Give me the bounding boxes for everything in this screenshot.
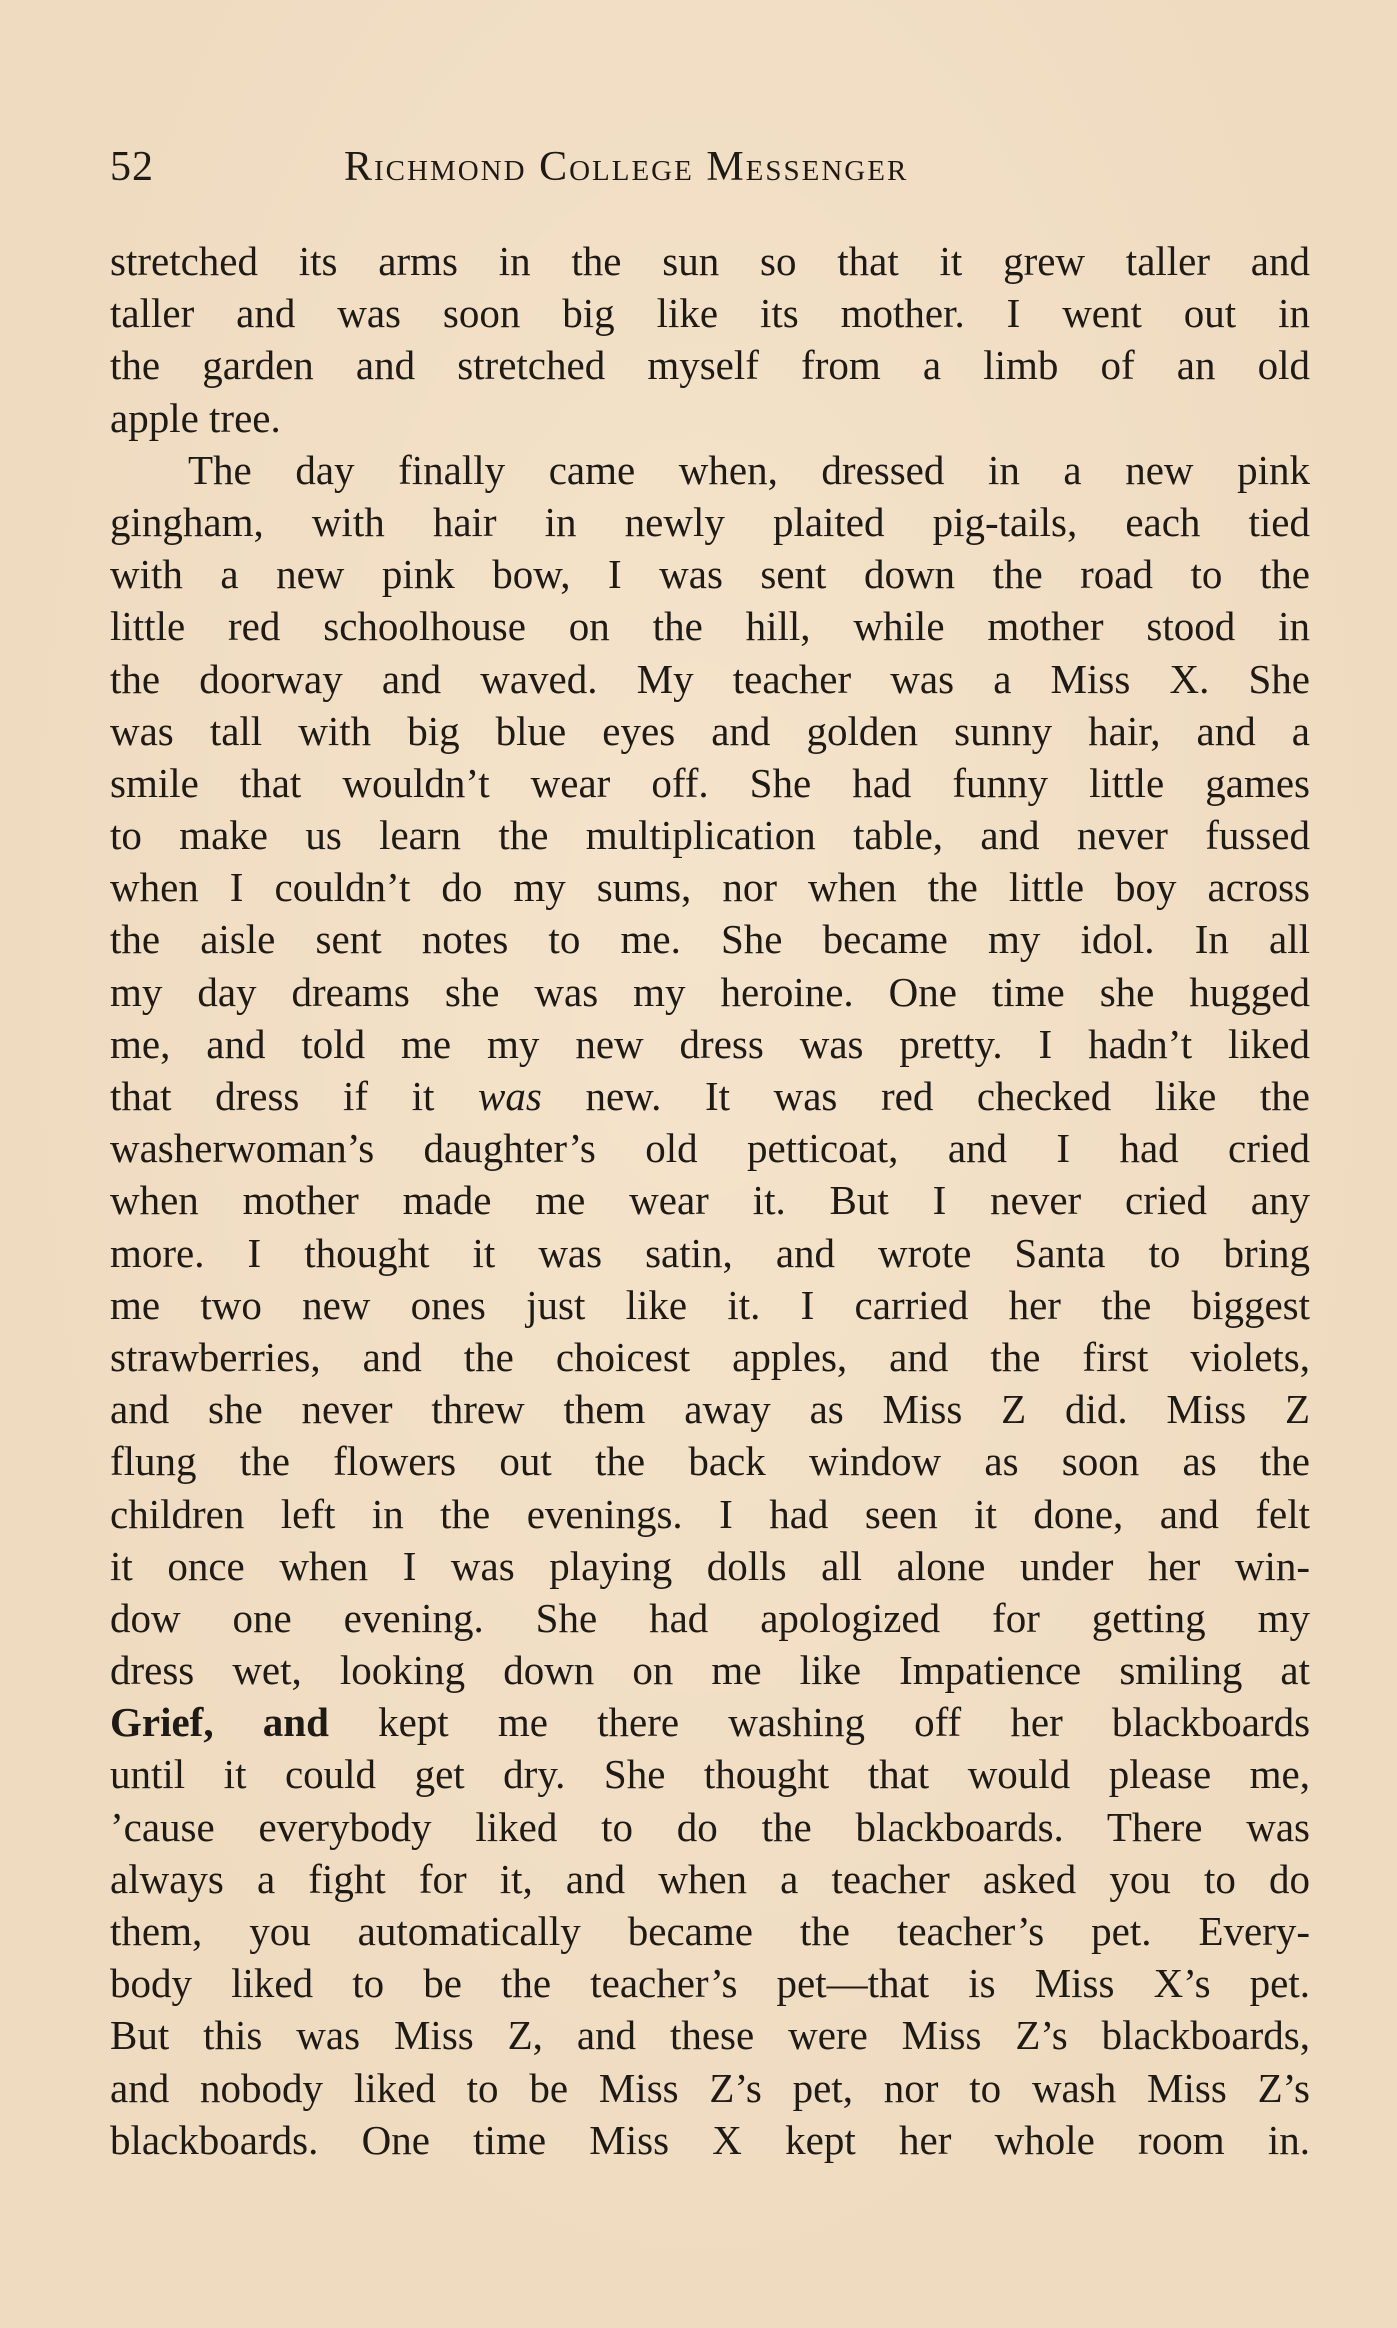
running-title: Richmond College Messenger — [344, 144, 909, 190]
text-fragment: kept me there washing off her blackboards — [378, 1699, 1310, 1746]
page-header — [110, 137, 1320, 197]
text-line: ’cause everybody liked to do the blackboards. There was — [110, 1803, 1310, 1850]
text-line: with a new pink bow, I was sent down the road to the — [110, 551, 1310, 598]
text-fragment: that dress if it — [110, 1073, 435, 1119]
text-line: was tall with big blue eyes and golden sunny hair, and a — [110, 707, 1310, 754]
text-line: the garden and stretched myself from a limb of an old — [110, 342, 1310, 389]
text-line: it once when I was playing dolls all alone under her win- — [110, 1542, 1310, 1589]
text-line: washerwoman’s daughter’s old petticoat, and I had cried — [110, 1125, 1310, 1172]
body-text — [110, 235, 1310, 2166]
text-line: more. I thought it was satin, and wrote Santa to bring — [110, 1229, 1310, 1276]
text-line: me two new ones just like it. I carried her the biggest — [110, 1281, 1310, 1328]
text-line: taller and was soon big like its mother. I went out in — [110, 290, 1310, 337]
text-fragment: new. It was red checked like the — [585, 1073, 1310, 1119]
text-line: me, and told me my new dress was pretty. I hadn’t liked — [110, 1020, 1310, 1067]
text-line: gingham, with hair in newly plaited pig-tails, each tied — [110, 498, 1310, 545]
text-line: flung the flowers out the back window as soon as the — [110, 1438, 1310, 1485]
text-line: strawberries, and the choicest apples, and the first violets, — [110, 1333, 1310, 1380]
text-line: blackboards. One time Miss X kept her whole room in. — [110, 2116, 1310, 2163]
text-line: stretched its arms in the sun so that it grew taller and — [110, 238, 1310, 284]
text-line: to make us learn the multiplication table, and never fussed — [110, 812, 1310, 859]
text-line: dress wet, looking down on me like Impatience smiling at — [110, 1647, 1310, 1694]
text-line: But this was Miss Z, and these were Miss Z’s blackboards, — [110, 2012, 1310, 2059]
text-line: children left in the evenings. I had seen it done, and felt — [110, 1490, 1310, 1537]
text-line: until it could get dry. She thought that would please me, — [110, 1751, 1310, 1798]
page-number: 52 — [110, 144, 154, 190]
text-line: my day dreams she was my heroine. One time she hugged — [110, 968, 1310, 1015]
text-line-with-bold — [110, 1696, 1310, 1748]
text-line: The day finally came when, dressed in a new pink — [188, 446, 1310, 493]
text-line: dow one evening. She had apologized for getting my — [110, 1594, 1310, 1641]
text-line: apple tree. — [110, 394, 281, 441]
text-line: and nobody liked to be Miss Z’s pet, nor to wash Miss Z’s — [110, 2064, 1310, 2111]
bold-fragment: Grief, and — [110, 1699, 329, 1746]
text-line: the aisle sent notes to me. She became my idol. In all — [110, 916, 1310, 963]
text-line: always a fight for it, and when a teacher asked you to do — [110, 1855, 1310, 1902]
text-line: them, you automatically became the teacher’s pet. Every- — [110, 1908, 1310, 1954]
text-line: and she never threw them away as Miss Z did. Miss Z — [110, 1386, 1310, 1433]
text-line: little red schoolhouse on the hill, while mother stood in — [110, 603, 1310, 650]
text-line: when I couldn’t do my sums, nor when the little boy across — [110, 864, 1310, 911]
text-line: body liked to be the teacher’s pet—that is Miss X’s pet. — [110, 1960, 1310, 2007]
text-line: when mother made me wear it. But I never cried any — [110, 1177, 1310, 1224]
italic-word: was — [478, 1073, 542, 1119]
text-line-with-italic — [110, 1070, 1310, 1122]
text-line: the doorway and waved. My teacher was a Miss X. She — [110, 655, 1310, 702]
text-line: smile that wouldn’t wear off. She had funny little games — [110, 759, 1310, 806]
